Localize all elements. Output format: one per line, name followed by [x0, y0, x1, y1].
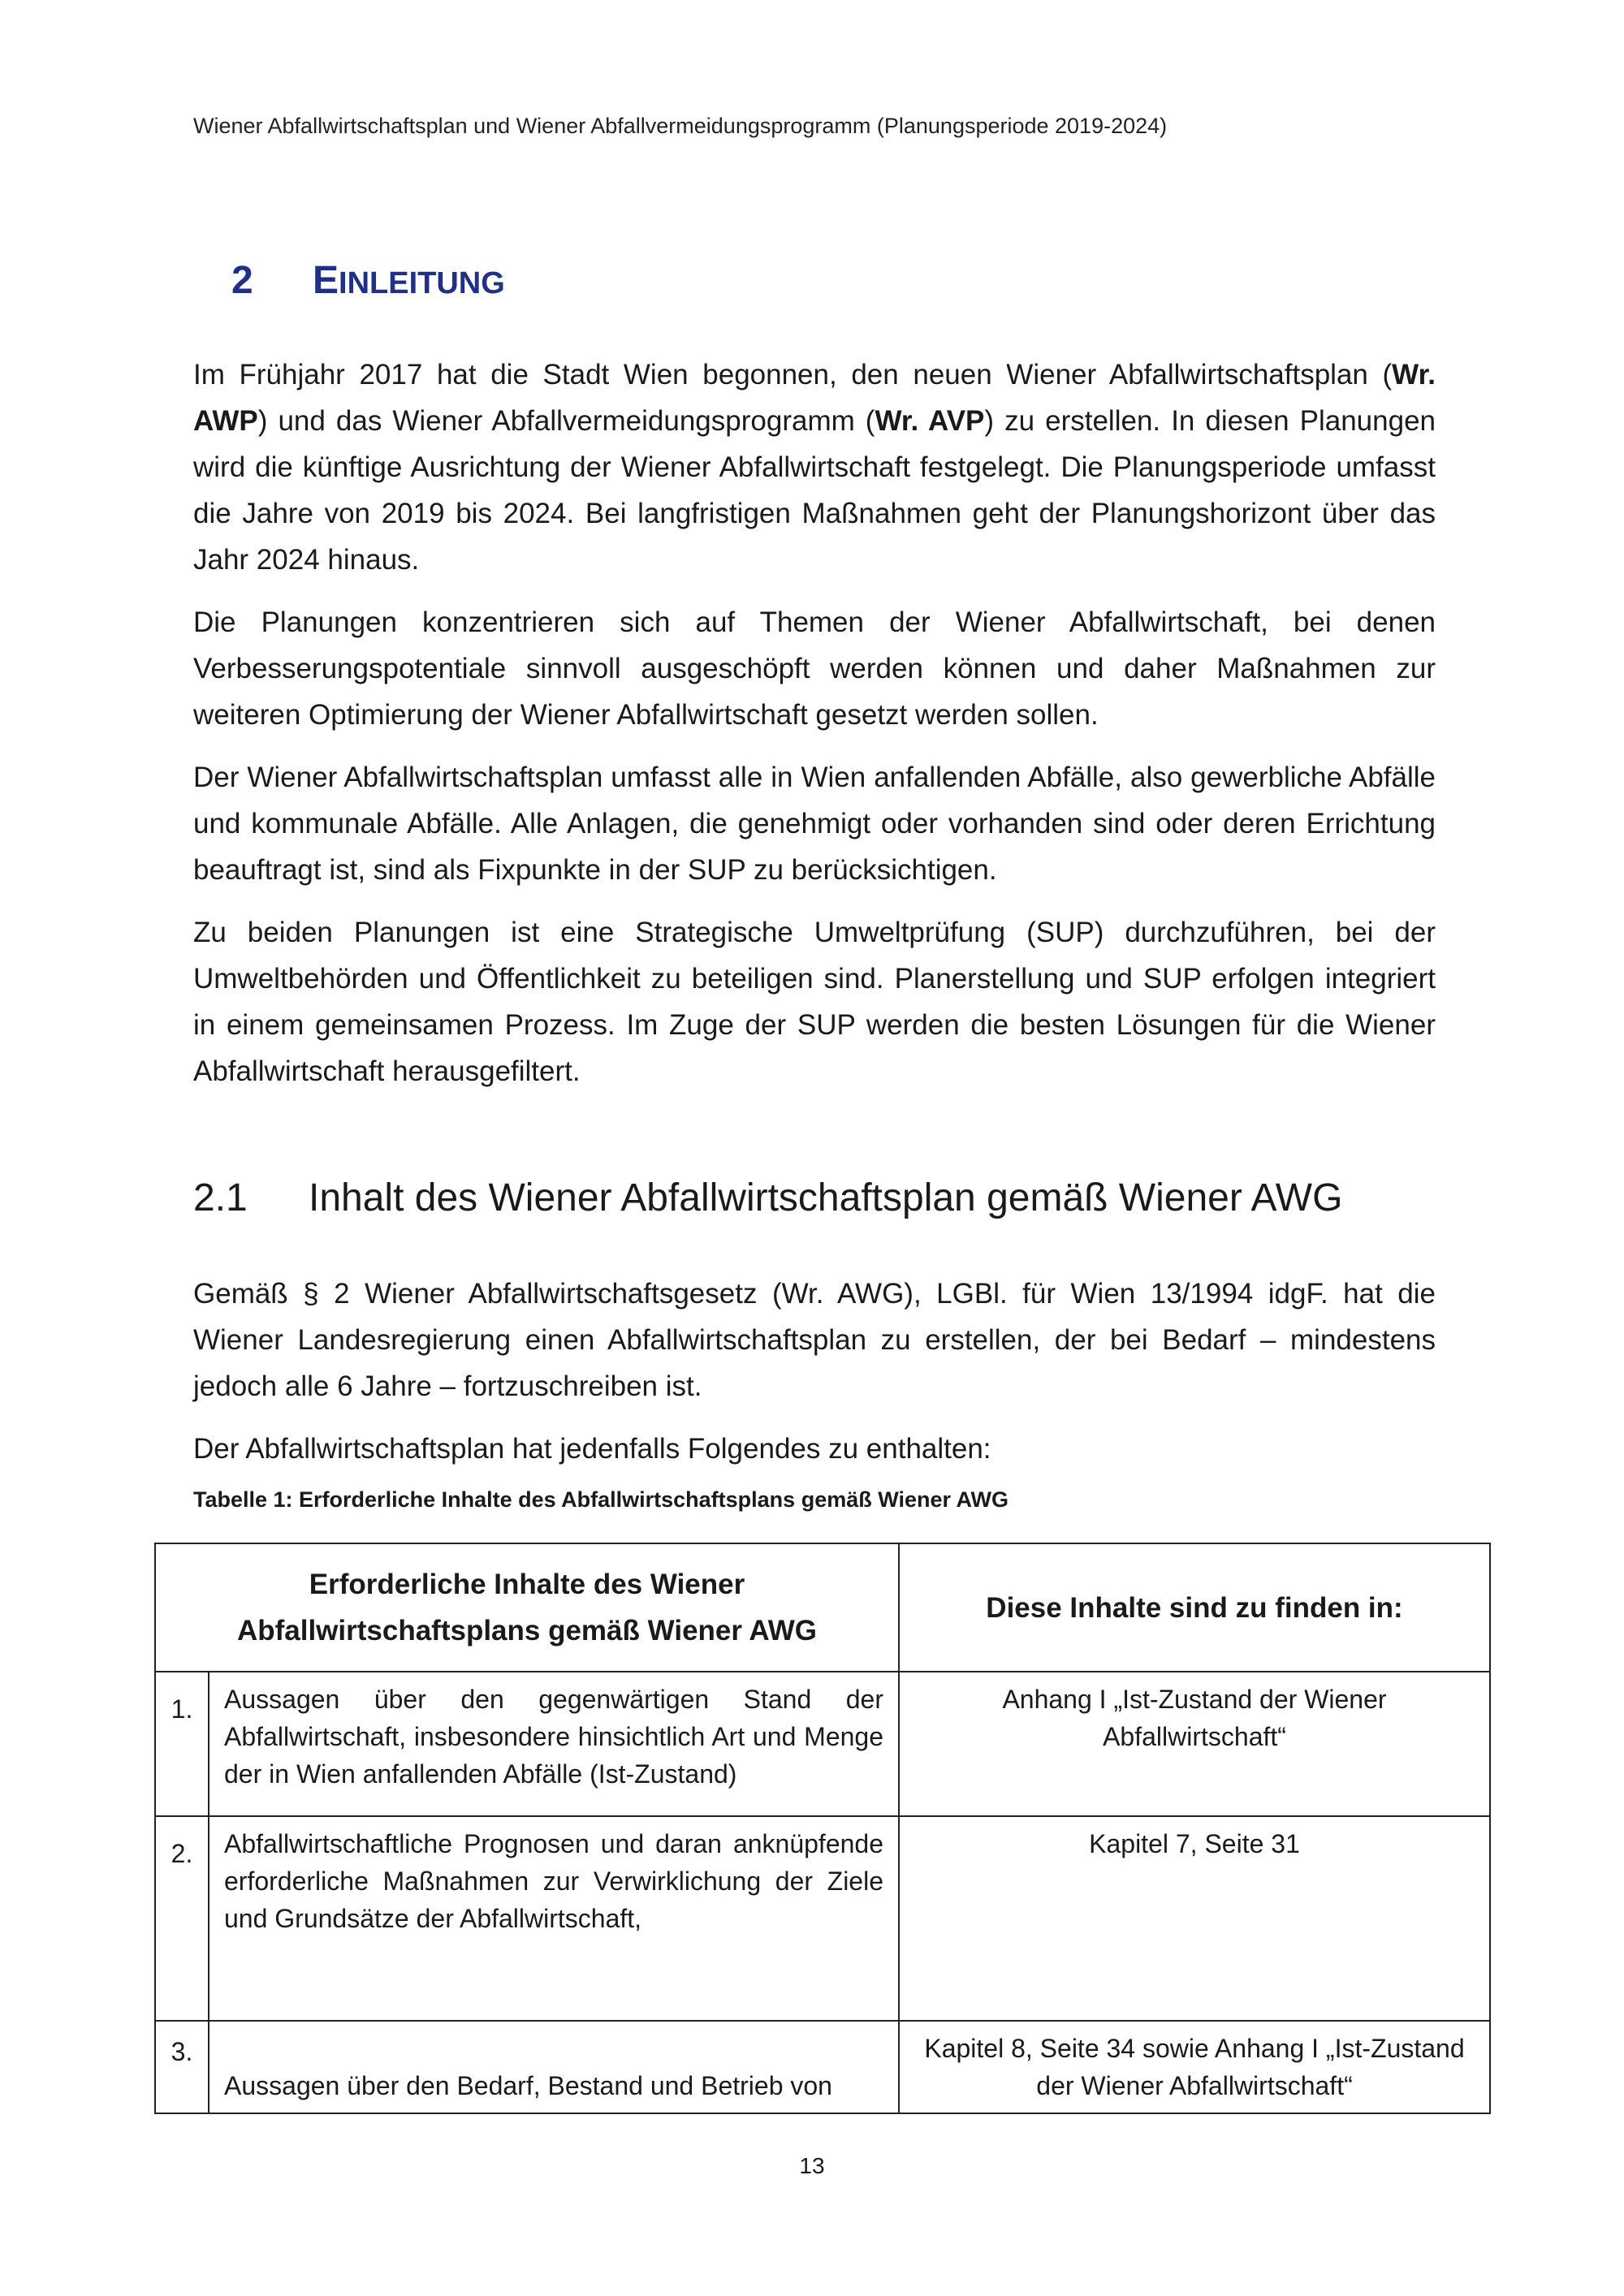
table-row — [155, 1816, 1490, 2021]
row-location: Anhang I „Ist-Zustand der Wiener Abfallwirtschaft“ — [899, 1672, 1490, 1816]
table-row — [155, 1672, 1490, 1816]
intro-p1-part-c: ) zu erstellen. In diesen Planungen wird die künftige Ausrichtung der Wiener Abfallwirtschaft festgelegt. Die Planungsperiode umfasst die Jahre von 2019 bis 2024. Bei langfristigen Maßnahmen geht der Planungshorizont über das Jahr 2024 hinaus. — [193, 405, 1436, 576]
section-number: 2.1 — [193, 1176, 248, 1219]
table-caption: Tabelle 1: Erforderliche Inhalte des Abfallwirtschaftsplans gemäß Wiener AWG — [193, 1487, 1009, 1512]
table-header-row — [155, 1543, 1490, 1672]
section-paragraph-1: Gemäß § 2 Wiener Abfallwirtschaftsgesetz (Wr. AWG), LGBl. für Wien 13/1994 idgF. hat die Wiener Landesregierung einen Abfallwirtschaftsplan zu erstellen, der bei Bedarf – mindestens jedoch alle 6 Jahre – fortzuschreiben ist. — [193, 1278, 1436, 1402]
table-header-content: Erforderliche Inhalte des Wiener Abfallwirtschaftsplans gemäß Wiener AWG — [155, 1543, 899, 1672]
chapter-title-initial: E — [313, 259, 339, 302]
intro-paragraph-1 — [193, 352, 1436, 583]
row-content: Aussagen über den Bedarf, Bestand und Betrieb von — [209, 2021, 899, 2113]
requirements-table — [154, 1543, 1491, 2114]
row-location: Kapitel 7, Seite 31 — [899, 1816, 1490, 2021]
intro-p1-part-b: ) und das Wiener Abfallvermeidungsprogramm ( — [257, 405, 875, 437]
row-content: Aussagen über den gegenwärtigen Stand der Abfallwirtschaft, insbesondere hinsichtlich Art und Menge der in Wien anfallenden Abfälle (Ist-Zustand) — [209, 1672, 899, 1816]
chapter-title-rest: INLEITUNG — [339, 266, 505, 300]
table-header-location: Diese Inhalte sind zu finden in: — [899, 1543, 1490, 1672]
abbr-avp: Wr. AVP — [875, 405, 985, 437]
section-heading — [193, 1176, 1342, 1220]
intro-p1-part-a: Im Frühjahr 2017 hat die Stadt Wien begonnen, den neuen Wiener Abfallwirtschaftsplan ( — [193, 359, 1393, 391]
intro-text — [193, 352, 1436, 1111]
intro-paragraph-4: Zu beiden Planungen ist eine Strategische Umweltprüfung (SUP) durchzuführen, bei der Umweltbehörden und Öffentlichkeit zu beteiligen sind. Planerstellung und SUP erfolgen integriert in einem gemeinsamen Prozess. Im Zuge der SUP werden die besten Lösungen für die Wiener Abfallwirtschaft herausgefiltert. — [193, 917, 1436, 1087]
row-number: 2. — [155, 1816, 209, 2021]
row-number: 1. — [155, 1672, 209, 1816]
chapter-number: 2 — [231, 259, 253, 302]
row-location: Kapitel 8, Seite 34 sowie Anhang I „Ist-Zustand der Wiener Abfallwirtschaft“ — [899, 2021, 1490, 2113]
table-row — [155, 2021, 1490, 2113]
intro-paragraph-3: Der Wiener Abfallwirtschaftsplan umfasst alle in Wien anfallenden Abfälle, also gewerbliche Abfälle und kommunale Abfälle. Alle Anlagen, die genehmigt oder vorhanden sind oder deren Errichtung beauftragt ist, sind als Fixpunkte in der SUP zu berücksichtigen. — [193, 762, 1436, 886]
intro-paragraph-2: Die Planungen konzentrieren sich auf Themen der Wiener Abfallwirtschaft, bei denen Verbesserungspotentiale sinnvoll ausgeschöpft werden können und daher Maßnahmen zur weiteren Optimierung der Wiener Abfallwirtschaft gesetzt werden sollen. — [193, 606, 1436, 731]
abbr-awp: Wr. AWP — [193, 359, 1436, 437]
chapter-heading — [231, 258, 505, 303]
row-number: 3. — [155, 2021, 209, 2113]
section-title: Inhalt des Wiener Abfallwirtschaftsplan gemäß Wiener AWG — [309, 1176, 1343, 1219]
page-number: 13 — [799, 2153, 825, 2178]
section-text — [193, 1271, 1436, 1488]
row-content: Abfallwirtschaftliche Prognosen und daran anknüpfende erforderliche Maßnahmen zur Verwirklichung der Ziele und Grundsätze der Abfallwirtschaft, — [209, 1816, 899, 2021]
running-header: Wiener Abfallwirtschaftsplan und Wiener Abfallvermeidungsprogramm (Planungsperiode 2019-2024) — [193, 114, 1168, 138]
section-paragraph-2: Der Abfallwirtschaftsplan hat jedenfalls Folgendes zu enthalten: — [193, 1433, 991, 1465]
